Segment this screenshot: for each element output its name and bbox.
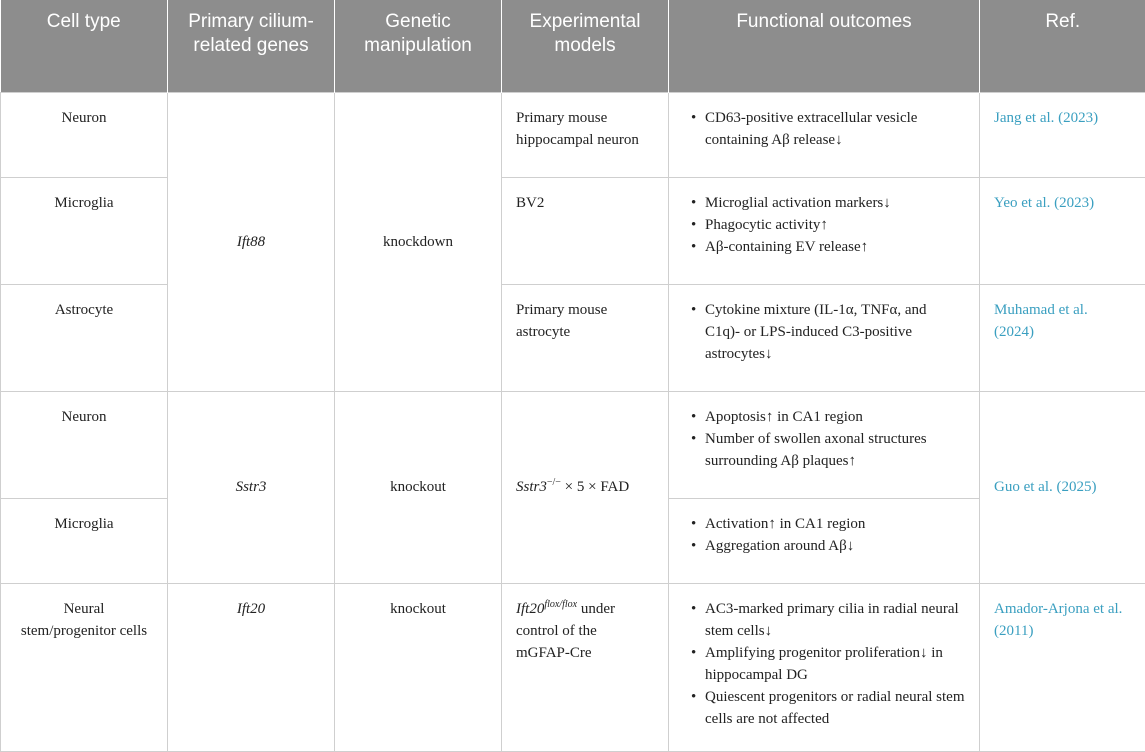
reference-text[interactable]: Muhamad et al. (2024)	[994, 302, 1088, 340]
outcome-list	[683, 299, 965, 365]
outcome-item: • Aggregation around Aβ↓	[705, 535, 965, 557]
cell-type: Astrocyte	[1, 284, 168, 391]
outcome-item: • Activation↑ in CA1 region	[705, 513, 965, 535]
model-gene: Sstr3	[516, 479, 547, 495]
reference-link[interactable]	[980, 391, 1145, 583]
table-row	[1, 583, 1145, 751]
cell-type: Neural stem/progenitor cells	[1, 583, 168, 751]
outcome-item: • Quiescent progenitors or radial neural stem cells are not affected	[705, 686, 965, 730]
reference-link[interactable]	[980, 284, 1145, 391]
outcome-list	[683, 192, 965, 258]
reference-text[interactable]: Jang et al. (2023)	[994, 110, 1098, 126]
cell-type: Microglia	[1, 177, 168, 284]
outcome-list	[683, 513, 965, 557]
header-cell-type: Cell type	[1, 0, 168, 92]
cell-type: Neuron	[1, 92, 168, 177]
reference-text[interactable]: Guo et al. (2025)	[994, 479, 1096, 495]
outcome-item: • Apoptosis↑ in CA1 region	[705, 406, 965, 428]
outcome-item: • Amplifying progenitor proliferation↓ in hippocampal DG	[705, 642, 965, 686]
gene-cell	[168, 583, 335, 751]
gene-name: Sstr3	[236, 479, 267, 495]
manipulation-cell: knockout	[335, 583, 502, 751]
outcomes-cell	[669, 498, 980, 583]
reference-text[interactable]: Amador-Arjona et al. (2011)	[994, 601, 1122, 639]
reference-text[interactable]: Yeo et al. (2023)	[994, 195, 1094, 211]
outcomes-cell	[669, 92, 980, 177]
outcome-list	[683, 406, 965, 472]
outcome-list	[683, 107, 965, 151]
model-cell: BV2	[502, 177, 669, 284]
header-outcomes: Functional outcomes	[669, 0, 980, 92]
header-genes: Primary cilium-related genes	[168, 0, 335, 92]
model-genotype: flox/flox	[544, 599, 577, 610]
reference-link[interactable]	[980, 177, 1145, 284]
cell-type: Microglia	[1, 498, 168, 583]
model-gene: Ift20	[516, 601, 544, 617]
gene-name: Ift20	[237, 601, 265, 617]
model-genotype: −/−	[547, 477, 561, 488]
gene-cell	[168, 92, 335, 391]
cell-type: Neuron	[1, 391, 168, 498]
table-row	[1, 391, 1145, 498]
header-models: Experimental models	[502, 0, 669, 92]
outcome-item: • Number of swollen axonal structures surrounding Aβ plaques↑	[705, 428, 965, 472]
model-cell	[502, 391, 669, 583]
reference-link[interactable]	[980, 92, 1145, 177]
outcomes-cell	[669, 177, 980, 284]
manipulation-cell: knockout	[335, 391, 502, 583]
reference-link[interactable]	[980, 583, 1145, 751]
model-cell: Primary mouse hippocampal neuron	[502, 92, 669, 177]
model-suffix: under control of the mGFAP-Cre	[516, 601, 615, 661]
model-suffix: × 5 × FAD	[561, 479, 629, 495]
header-manipulation: Genetic manipulation	[335, 0, 502, 92]
model-cell	[502, 583, 669, 751]
header-ref: Ref.	[980, 0, 1145, 92]
outcomes-cell	[669, 583, 980, 751]
model-cell: Primary mouse astrocyte	[502, 284, 669, 391]
outcome-item: • CD63-positive extracellular vesicle containing Aβ release↓	[705, 107, 965, 151]
manipulation-cell: knockdown	[335, 92, 502, 391]
outcome-item: • Phagocytic activity↑	[705, 214, 965, 236]
outcome-list	[683, 598, 965, 730]
outcome-item: • Microglial activation markers↓	[705, 192, 965, 214]
table-row	[1, 92, 1145, 177]
gene-name: Ift88	[237, 234, 265, 250]
gene-cell	[168, 391, 335, 583]
outcome-item: • AC3-marked primary cilia in radial neural stem cells↓	[705, 598, 965, 642]
outcome-item: • Aβ-containing EV release↑	[705, 236, 965, 258]
header-row	[1, 0, 1145, 92]
outcomes-cell	[669, 391, 980, 498]
outcomes-cell	[669, 284, 980, 391]
outcome-item: • Cytokine mixture (IL-1α, TNFα, and C1q)- or LPS-induced C3-positive astrocytes↓	[705, 299, 965, 365]
